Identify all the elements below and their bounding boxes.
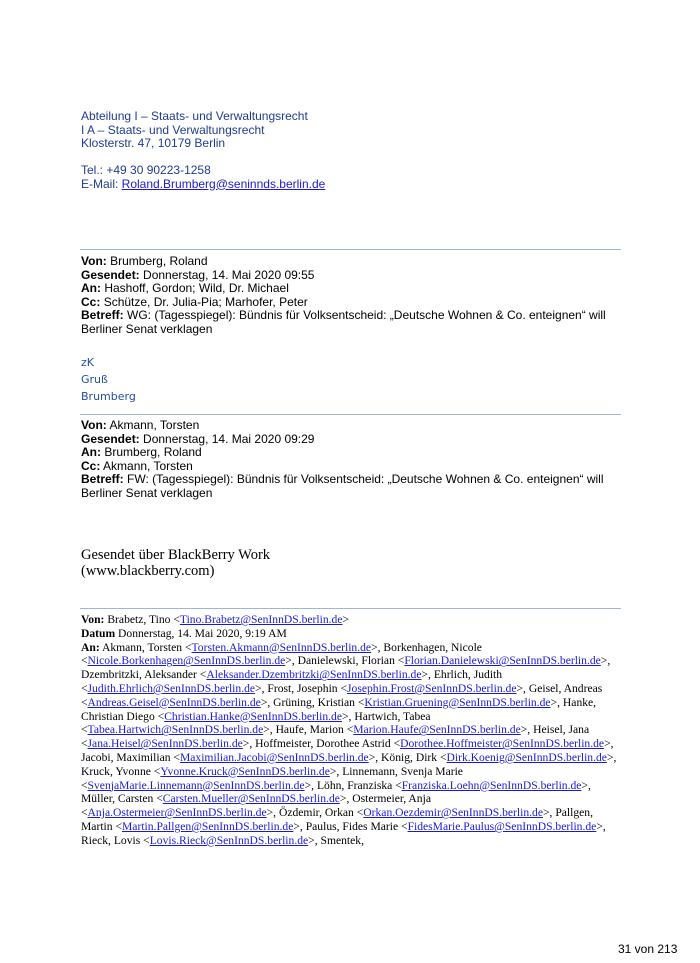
sent-value: Donnerstag, 14. Mai 2020 09:55: [143, 267, 315, 282]
recipient-email-link[interactable]: Dorothee.Hoffmeister@SenInnDS.berlin.de: [400, 737, 605, 751]
recipient-name: Frost, Josephin: [267, 681, 338, 695]
subject-line: Betreff: WG: (Tagesspiegel): Bündnis für Volksentscheid: „Deutsche Wohnen & Co. enteignen“ will Berliner Senat verklagen: [81, 308, 606, 336]
recipient: Ostermeier, Anja <Anja.Ostermeier@SenInnDS.berlin.de>: [81, 792, 431, 820]
note-line: zK: [81, 356, 94, 369]
recipient-name: Haufe, Marion: [275, 723, 344, 737]
sent-line: Gesendet: Donnerstag, 14. Mai 2020 09:55: [81, 267, 315, 282]
recipient: Jacobi, Maximilian <Maximilian.Jacobi@SenInnDS.berlin.de>: [81, 750, 376, 764]
recipient-email-link[interactable]: Aleksander.Dzembritzki@SenInnDS.berlin.de: [206, 668, 422, 682]
recipient-name: Özdemir, Orkan: [278, 806, 354, 820]
recipient-email-link[interactable]: Tabea.Hartwich@SenInnDS.berlin.de: [87, 723, 264, 737]
recipient: Akmann, Torsten <Torsten.Akmann@SenInnDS.berlin.de>: [101, 640, 378, 654]
recipient-name: Löhn, Franziska: [316, 778, 393, 792]
recipient: Özdemir, Orkan <Orkan.Oezdemir@SenInnDS.berlin.de>: [278, 806, 550, 820]
date-value: Donnerstag, 14. Mai 2020, 9:19 AM: [118, 626, 287, 640]
recipient: Hanke, Christian Diego <Christian.Hanke@SenInnDS.berlin.de>: [81, 695, 597, 723]
recipient-name: Kruck, Yvonne: [81, 764, 151, 778]
recipient-email-link[interactable]: Christian.Hanke@SenInnDS.berlin.de: [164, 709, 342, 723]
recipient-email-link[interactable]: Torsten.Akmann@SenInnDS.berlin.de: [191, 640, 372, 654]
forward-note: [81, 354, 136, 405]
recipient-email-link[interactable]: Nicole.Borkenhagen@SenInnDS.berlin.de: [87, 654, 286, 668]
subject-line: Betreff: FW: (Tagesspiegel): Bündnis für Volksentscheid: „Deutsche Wohnen & Co. enteignen“ will Berliner Senat verklagen: [81, 472, 604, 500]
subject-value: FW: (Tagesspiegel): Bündnis für Volksentscheid: „Deutsche Wohnen & Co. enteignen“ will Berliner Senat verklagen: [81, 472, 604, 500]
from-line: Von: Brumberg, Roland: [81, 254, 208, 268]
signature-block: [81, 110, 325, 191]
recipient-name: Akmann, Torsten: [101, 640, 183, 654]
recipient: Grüning, Kristian <Kristian.Gruening@SenInnDS.berlin.de>: [273, 695, 558, 709]
recipient: Heisel, Jana <Jana.Heisel@SenInnDS.berlin.de>: [81, 723, 590, 751]
blackberry-line: Gesendet über BlackBerry Work: [81, 547, 271, 563]
message-header-2: [81, 419, 621, 501]
recipient: Paulus, Fides Marie <FidesMarie.Paulus@SenInnDS.berlin.de>: [305, 819, 603, 833]
to-line: An: Hashoff, Gordon; Wild, Dr. Michael: [81, 281, 289, 296]
recipient-name: Borkenhagen, Nicole: [383, 640, 482, 654]
recipient-name: Hanke, Christian Diego: [81, 695, 597, 723]
cc-line: Cc: Akmann, Torsten: [81, 458, 193, 473]
signature-email-line: [81, 178, 325, 192]
recipient-name: König, Dirk: [381, 750, 438, 764]
recipient-email-link[interactable]: Andreas.Geisel@SenInnDS.berlin.de: [87, 695, 261, 709]
from-line: Von: Akmann, Torsten: [81, 418, 200, 432]
page-number: 31 von 213: [618, 942, 678, 956]
cc-value: Akmann, Torsten: [103, 458, 193, 473]
recipient: Linnemann, Svenja Marie <SvenjaMarie.Linnemann@SenInnDS.berlin.de>: [81, 764, 463, 792]
signature-email-link[interactable]: Roland.Brumberg@seninnds.berlin.de: [121, 176, 326, 191]
recipient-email-link[interactable]: FidesMarie.Paulus@SenInnDS.berlin.de: [407, 819, 597, 833]
recipient-name: Linnemann, Svenja Marie: [342, 764, 463, 778]
recipient-email-link[interactable]: Lovis.Rieck@SenInnDS.berlin.de: [149, 833, 309, 847]
blackberry-signature: [81, 547, 270, 579]
recipient: Geisel, Andreas <Andreas.Geisel@SenInnDS.berlin.de>: [81, 681, 603, 709]
recipient: Rieck, Lovis <Lovis.Rieck@SenInnDS.berlin.de>: [81, 833, 315, 847]
recipient-email-link[interactable]: Carsten.Mueller@SenInnDS.berlin.de: [162, 792, 340, 806]
recipients-trailing: , Smentek,: [314, 833, 364, 847]
date-line: Datum Donnerstag, 14. Mai 2020, 9:19 AM: [81, 626, 287, 640]
recipient: Ehrlich, Judith <Judith.Ehrlich@SenInnDS.berlin.de>: [81, 668, 503, 695]
recipient-name: Geisel, Andreas: [528, 681, 603, 695]
recipient: Frost, Josephin <Josephin.Frost@SenInnDS.berlin.de>: [267, 681, 524, 695]
recipient-name: Ostermeier, Anja: [352, 792, 431, 806]
recipient-name: Ehrlich, Judith: [433, 668, 503, 682]
recipient: Hoffmeister, Dorothee Astrid <Dorothee.Hoffmeister@SenInnDS.berlin.de>: [255, 737, 611, 751]
from-line: Von: Brabetz, Tino <Tino.Brabetz@SenInnDS.berlin.de>: [81, 613, 350, 626]
recipient: Dzembritzki, Aleksander <Aleksander.Dzembritzki@SenInnDS.berlin.de>: [81, 668, 429, 682]
message-divider: [80, 249, 621, 250]
signature-email-label: E-Mail:: [81, 176, 122, 191]
subject-value: WG: (Tagesspiegel): Bündnis für Volksentscheid: „Deutsche Wohnen & Co. enteignen“ will Berliner Senat verklagen: [81, 308, 606, 336]
recipient-email-link[interactable]: Martin.Pallgen@SenInnDS.berlin.de: [122, 819, 294, 833]
sent-value: Donnerstag, 14. Mai 2020 09:29: [143, 431, 315, 446]
recipient-email-link[interactable]: Yvonne.Kruck@SenInnDS.berlin.de: [160, 764, 330, 778]
recipient: Löhn, Franziska <Franziska.Loehn@SenInnDS.berlin.de>: [316, 778, 588, 792]
recipient-email-link[interactable]: Marion.Haufe@SenInnDS.berlin.de: [353, 723, 521, 737]
recipient: Kruck, Yvonne <Yvonne.Kruck@SenInnDS.berlin.de>: [81, 764, 337, 778]
recipient-name: Hartwich, Tabea: [354, 709, 431, 723]
from-value: Brabetz, Tino: [107, 613, 171, 626]
recipient-email-link[interactable]: Josephin.Frost@SenInnDS.berlin.de: [347, 681, 517, 695]
signature-unit: I A – Staats- und Verwaltungsrecht: [81, 122, 265, 137]
recipients-line: An: Akmann, Torsten <Torsten.Akmann@SenInnDS.berlin.de>, Borkenhagen, Nicole <Nicole.Borkenhagen@SenInnDS.berlin.de>, Danielewski, Florian <Florian.Danielewski@SenInnDS.berlin.de>, Dzembritzki, Aleksander <Aleksander.Dzembritzki@SenInnDS.berlin.de>, Ehrlich, Judith <Judith.Ehrlich@SenInnDS.berlin.de>, Frost, Josephin <Josephin.Frost@SenInnDS.berlin.de>, Geisel, Andreas <Andreas.Geisel@SenInnDS.berlin.de>, Grüning, Kristian <Kristian.Gruening@SenInnDS.berlin.de>, Hanke, Christian Diego <Christian.Hanke@SenInnDS.berlin.de>, Hartwich, Tabea <Tabea.Hartwich@SenInnDS.berlin.de>, Haufe, Marion <Marion.Haufe@SenInnDS.berlin.de>, Heisel, Jana <Jana.Heisel@SenInnDS.berlin.de>, Hoffmeister, Dorothee Astrid <Dorothee.Hoffmeister@SenInnDS.berlin.de>, Jacobi, Maximilian <Maximilian.Jacobi@SenInnDS.berlin.de>, König, Dirk <Dirk.Koenig@SenInnDS.berlin.de>, Kruck, Yvonne <Yvonne.Kruck@SenInnDS.berlin.de>, Linnemann, Svenja Marie <SvenjaMarie.Linnemann@SenInnDS.berlin.de>, Löhn, Franziska <Franziska.Loehn@SenInnDS.berlin.de>, Müller, Carsten <Carsten.Mueller@SenInnDS.berlin.de>, Ostermeier, Anja <Anja.Ostermeier@SenInnDS.berlin.de>, Özdemir, Orkan <Orkan.Oezdemir@SenInnDS.berlin.de>, Pallgen, Martin <Martin.Pallgen@SenInnDS.berlin.de>, Paulus, Fides Marie <FidesMarie.Paulus@SenInnDS.berlin.de>, Rieck, Lovis <Lovis.Rieck@SenInnDS.berlin.de>, Smentek,: [81, 640, 617, 847]
from-value: Akmann, Torsten: [109, 418, 200, 432]
message-divider: [80, 414, 621, 415]
recipient-email-link[interactable]: Florian.Danielewski@SenInnDS.berlin.de: [404, 654, 601, 668]
recipient-email-link[interactable]: Orkan.Oezdemir@SenInnDS.berlin.de: [363, 806, 543, 820]
sent-line: Gesendet: Donnerstag, 14. Mai 2020 09:29: [81, 431, 315, 446]
recipient-email-link[interactable]: Judith.Ehrlich@SenInnDS.berlin.de: [87, 681, 256, 695]
recipient-email-link[interactable]: Dirk.Koenig@SenInnDS.berlin.de: [446, 750, 607, 764]
note-line: Gruß: [81, 373, 108, 386]
message-divider: [80, 608, 621, 609]
note-line: Brumberg: [81, 390, 136, 403]
recipient-email-link[interactable]: Kristian.Gruening@SenInnDS.berlin.de: [364, 695, 551, 709]
recipient-name: Rieck, Lovis: [81, 833, 141, 847]
recipient-name: Heisel, Jana: [533, 723, 590, 737]
signature-telephone: Tel.: +49 30 90223-1258: [81, 163, 211, 177]
recipient-name: Dzembritzki, Aleksander: [81, 668, 197, 682]
to-value: Brumberg, Roland: [104, 445, 202, 460]
recipient: König, Dirk <Dirk.Koenig@SenInnDS.berlin.de>: [381, 750, 614, 764]
recipient: Pallgen, Martin <Martin.Pallgen@SenInnDS.berlin.de>: [81, 806, 594, 833]
to-value: Hashoff, Gordon; Wild, Dr. Michael: [104, 281, 289, 296]
signature-department: Abteilung I – Staats- und Verwaltungsrecht: [81, 109, 308, 123]
recipient: Müller, Carsten <Carsten.Mueller@SenInnDS.berlin.de>: [81, 792, 347, 806]
signature-address: Klosterstr. 47, 10179 Berlin: [81, 136, 226, 150]
recipient-name: Paulus, Fides Marie: [305, 819, 399, 833]
recipient-name: Jacobi, Maximilian: [81, 750, 171, 764]
blackberry-link-text: (www.blackberry.com): [81, 563, 215, 579]
recipient-email-link[interactable]: Anja.Ostermeier@SenInnDS.berlin.de: [87, 806, 267, 820]
from-value: Brumberg, Roland: [110, 254, 208, 268]
from-email-link[interactable]: Tino.Brabetz@SenInnDS.berlin.de: [179, 613, 343, 626]
recipient-email-link[interactable]: Jana.Heisel@SenInnDS.berlin.de: [87, 737, 243, 751]
recipient-name: Hoffmeister, Dorothee Astrid: [255, 737, 391, 751]
cc-value: Schütze, Dr. Julia-Pia; Marhofer, Peter: [103, 294, 308, 309]
recipient: Haufe, Marion <Marion.Haufe@SenInnDS.berlin.de>: [275, 723, 528, 737]
recipient-list: Akmann, Torsten <Torsten.Akmann@SenInnDS.berlin.de>, Borkenhagen, Nicole <Nicole.Borkenhagen@SenInnDS.berlin.de>, Danielewski, Florian <Florian.Danielewski@SenInnDS.berlin.de>, Dzembritzki, Aleksander <Aleksander.Dzembritzki@SenInnDS.berlin.de>, Ehrlich, Judith <Judith.Ehrlich@SenInnDS.berlin.de>, Frost, Josephin <Josephin.Frost@SenInnDS.berlin.de>, Geisel, Andreas <Andreas.Geisel@SenInnDS.berlin.de>, Grüning, Kristian <Kristian.Gruening@SenInnDS.berlin.de>, Hanke, Christian Diego <Christian.Hanke@SenInnDS.berlin.de>, Hartwich, Tabea <Tabea.Hartwich@SenInnDS.berlin.de>, Haufe, Marion <Marion.Haufe@SenInnDS.berlin.de>, Heisel, Jana <Jana.Heisel@SenInnDS.berlin.de>, Hoffmeister, Dorothee Astrid <Dorothee.Hoffmeister@SenInnDS.berlin.de>, Jacobi, Maximilian <Maximilian.Jacobi@SenInnDS.berlin.de>, König, Dirk <Dirk.Koenig@SenInnDS.berlin.de>, Kruck, Yvonne <Yvonne.Kruck@SenInnDS.berlin.de>, Linnemann, Svenja Marie <SvenjaMarie.Linnemann@SenInnDS.berlin.de>, Löhn, Franziska <Franziska.Loehn@SenInnDS.berlin.de>, Müller, Carsten <Carsten.Mueller@SenInnDS.berlin.de>, Ostermeier, Anja <Anja.Ostermeier@SenInnDS.berlin.de>, Özdemir, Orkan <Orkan.Oezdemir@SenInnDS.berlin.de>, Pallgen, Martin <Martin.Pallgen@SenInnDS.berlin.de>, Paulus, Fides Marie <FidesMarie.Paulus@SenInnDS.berlin.de>, Rieck, Lovis <Lovis.Rieck@SenInnDS.berlin.de>: [81, 640, 617, 847]
message-header-3: [81, 613, 621, 848]
to-line: An: Brumberg, Roland: [81, 445, 202, 460]
message-header-1: [81, 255, 621, 337]
cc-line: Cc: Schütze, Dr. Julia-Pia; Marhofer, Peter: [81, 294, 308, 309]
recipient-email-link[interactable]: SvenjaMarie.Linnemann@SenInnDS.berlin.de: [87, 778, 305, 792]
recipient-name: Müller, Carsten: [81, 792, 154, 806]
recipient-name: Grüning, Kristian: [273, 695, 355, 709]
recipient-email-link[interactable]: Franziska.Loehn@SenInnDS.berlin.de: [401, 778, 582, 792]
recipient-email-link[interactable]: Maximilian.Jacobi@SenInnDS.berlin.de: [179, 750, 369, 764]
recipient: Borkenhagen, Nicole <Nicole.Borkenhagen@SenInnDS.berlin.de>: [81, 640, 482, 668]
recipient: Danielewski, Florian <Florian.Danielewski@SenInnDS.berlin.de>: [297, 654, 608, 668]
recipient-name: Pallgen, Martin: [81, 806, 594, 833]
recipient: Hartwich, Tabea <Tabea.Hartwich@SenInnDS.berlin.de>: [81, 709, 431, 737]
recipient-name: Danielewski, Florian: [297, 654, 395, 668]
